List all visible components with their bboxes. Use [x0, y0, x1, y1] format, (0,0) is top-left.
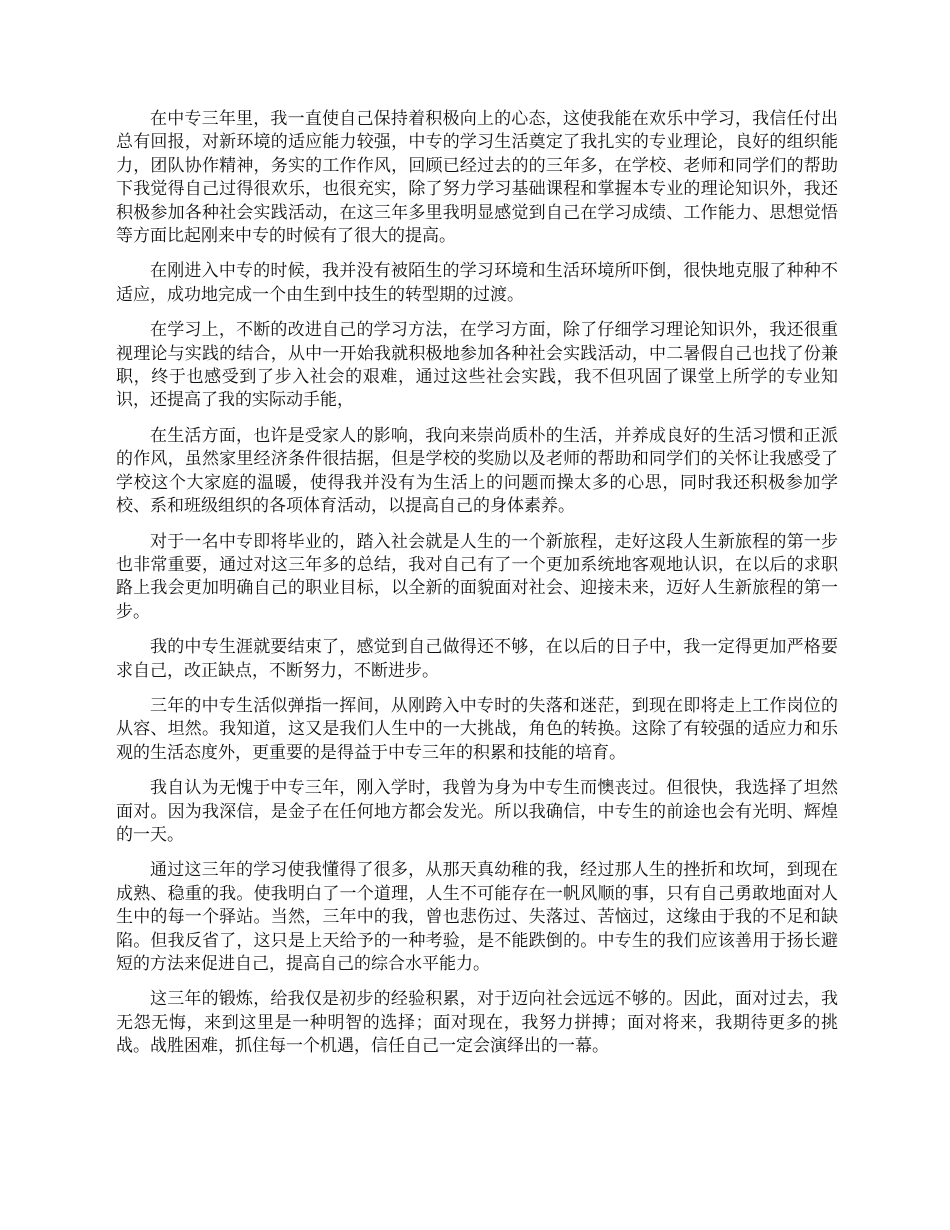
paragraph-6: 我的中专生涯就要结束了，感觉到自己做得还不够，在以后的日子中，我一定得更加严格要求自己，改正缺点，不断努力，不断进步。	[116, 637, 838, 681]
paragraph-9: 通过这三年的学习使我懂得了很多，从那天真幼稚的我，经过那人生的挫折和坎坷，到现在成熟、稳重的我。使我明白了一个道理，人生不可能存在一帆风顺的事，只有自己勇敢地面对人生中的每一个驿站。当然，三年中的我，曾也悲伤过、失落过、苦恼过，这缘由于我的不足和缺陷。但我反省了，这只是上天给予的一种考验，是不能跌倒的。中专生的我们应该善用于扬长避短的方法来促进自己，提高自己的综合水平能力。	[116, 860, 838, 974]
paragraph-10: 这三年的锻炼，给我仅是初步的经验积累，对于迈向社会远远不够的。因此，面对过去，我无怨无悔，来到这里是一种明智的选择；面对现在，我努力拼搏；面对将来，我期待更多的挑战。战胜困难，抓住每一个机遇，信任自己一定会演绎出的一幕。	[116, 989, 838, 1057]
paragraph-1: 在中专三年里，我一直使自己保持着积极向上的心态，这使我能在欢乐中学习，我信任付出总有回报，对新环境的适应能力较强，中专的学习生活奠定了我扎实的专业理论，良好的组织能力，团队协作精神，务实的工作作风，回顾已经过去的的三年多，在学校、老师和同学们的帮助下我觉得自己过得很欢乐，也很充实，除了努力学习基础课程和掌握本专业的理论知识外，我还积极参加各种社会实践活动，在这三年多里我明显感觉到自己在学习成绩、工作能力、思想觉悟等方面比起刚来中专的时候有了很大的提高。	[116, 109, 838, 247]
paragraph-5: 对于一名中专即将毕业的，踏入社会就是人生的一个新旅程，走好这段人生新旅程的第一步也非常重要，通过对这三年多的总结，我对自己有了一个更加系统地客观地认识，在以后的求职路上我会更加明确自己的职业目标，以全新的面貌面对社会、迎接未来，迈好人生新旅程的第一步。	[116, 531, 838, 622]
paragraph-8: 我自认为无愧于中专三年，刚入学时，我曾为身为中专生而懊丧过。但很快，我选择了坦然面对。因为我深信，是金子在任何地方都会发光。所以我确信，中专生的前途也会有光明、辉煌的一天。	[116, 778, 838, 845]
paragraph-3: 在学习上，不断的改进自己的学习方法，在学习方面，除了仔细学习理论知识外，我还很重视理论与实践的结合，从中一开始我就积极地参加各种社会实践活动，中二暑假自己也找了份兼职，终于也感受到了步入社会的艰难，通过这些社会实践，我不但巩固了课堂上所学的专业知识，还提高了我的实际动手能，	[116, 320, 838, 411]
document-body	[116, 108, 838, 1071]
paragraph-4: 在生活方面，也许是受家人的影响，我向来崇尚质朴的生活，并养成良好的生活习惯和正派的作风，虽然家里经济条件很拮据，但是学校的奖励以及老师的帮助和同学们的关怀让我感受了学校这个大家庭的温暖，使得我并没有为生活上的问题而操太多的心思，同时我还积极参加学校、系和班级组织的各项体育活动，以提高自己的身体素养。	[116, 425, 838, 517]
paragraph-2: 在刚进入中专的时候，我并没有被陌生的学习环境和生活环境所吓倒，很快地克服了种种不适应，成功地完成一个由生到中技生的转型期的过渡。	[116, 261, 838, 305]
paragraph-7: 三年的中专生活似弹指一挥间，从刚跨入中专时的失落和迷茫，到现在即将走上工作岗位的从容、坦然。我知道，这又是我们人生中的一大挑战，角色的转换。这除了有较强的适应力和乐观的生活态度外，更重要的是得益于中专三年的积累和技能的培育。	[116, 695, 838, 763]
